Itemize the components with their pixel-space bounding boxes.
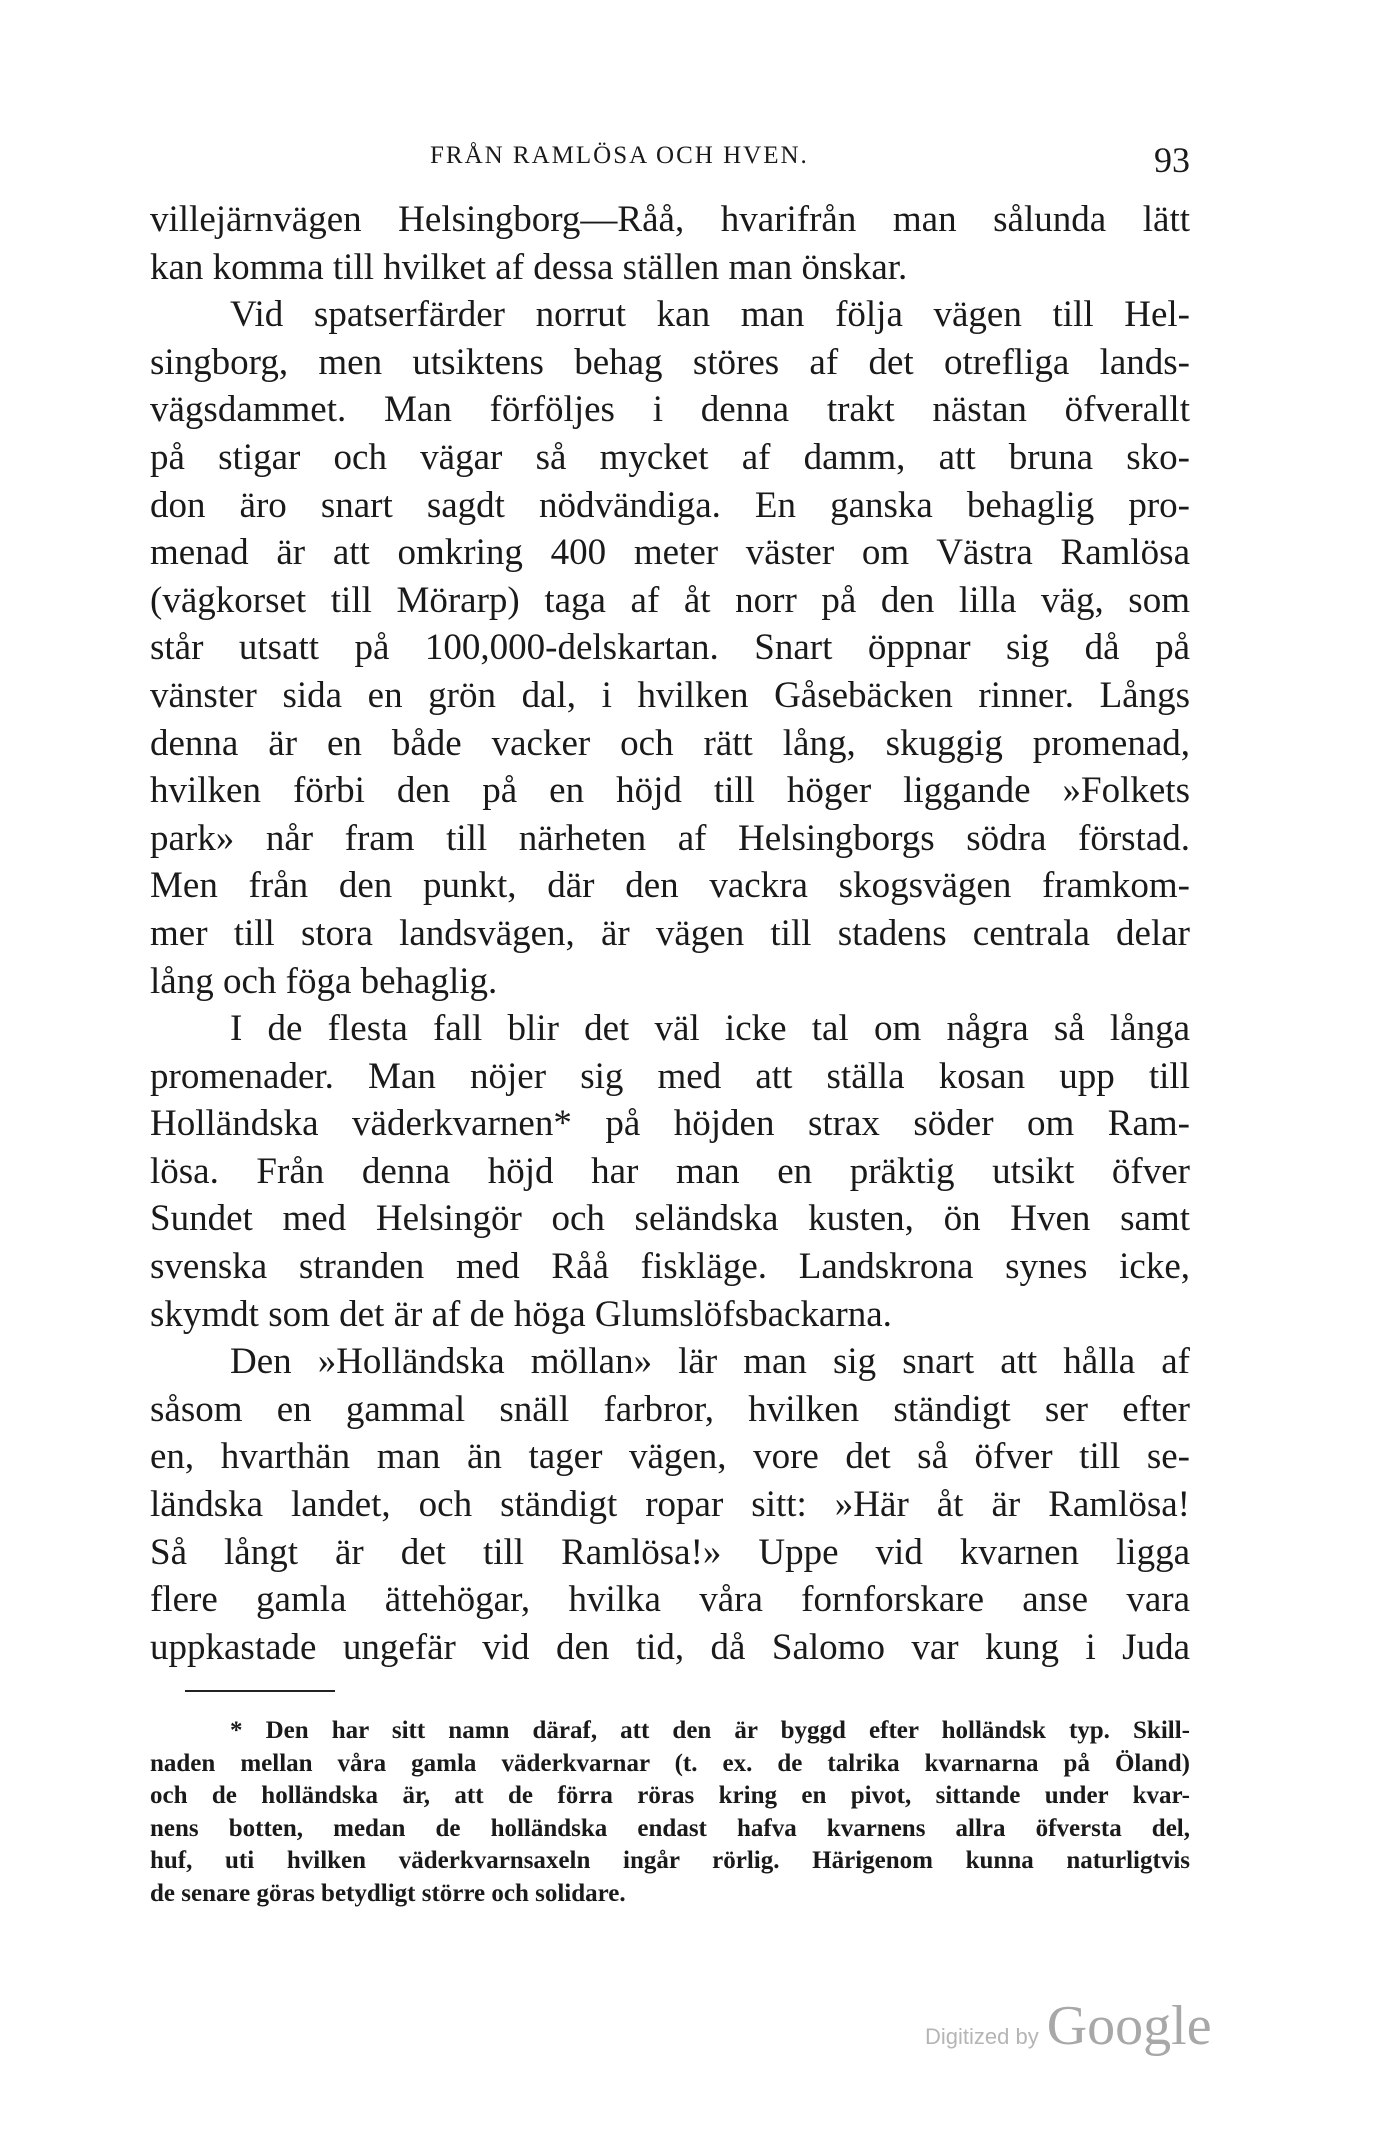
text-line: Så långt är det till Ramlösa!» Uppe vid kvarnen ligga [150,1531,1190,1573]
text-line: park» når fram till närheten af Helsingborgs södra förstad. [150,817,1190,859]
footnote-line: nens botten, medan de holländska endast hafva kvarnens allra öfversta del, [150,1814,1190,1842]
text-line: såsom en gammal snäll farbror, hvilken ständigt ser efter [150,1388,1190,1430]
running-head [0,136,1400,180]
digitized-by-label: Digitized by [925,2024,1039,2049]
text-line: I de flesta fall blir det väl icke tal om några så långa [230,1008,1190,1050]
text-line: svenska stranden med Råå fiskläge. Landskrona synes icke, [150,1246,1190,1288]
running-title: FRÅN RAMLÖSA OCH HVEN. [430,142,809,169]
text-line: kan komma till hvilket af dessa ställen man önskar. [150,246,908,288]
footnote-line: och de holländska är, att de förra röras kring en pivot, sittande under kvar- [150,1782,1190,1810]
text-line: vänster sida en grön dal, i hvilken Gåsebäcken rinner. Långs [150,674,1190,716]
google-logo: Google [1046,1995,1212,2057]
text-line: på stigar och vägar så mycket af damm, att bruna sko- [150,436,1190,478]
text-line: skymdt som det är af de höga Glumslöfsbackarna. [150,1293,892,1335]
footnote-divider [185,1690,335,1692]
text-line: singborg, men utsiktens behag störes af det otrefliga lands- [150,341,1190,383]
text-line: en, hvarthän man än tager vägen, vore det så öfver till se- [150,1436,1190,1478]
text-line: don äro snart sagdt nödvändiga. En ganska behaglig pro- [150,484,1190,526]
footnote-line: huf, uti hvilken väderkvarnsaxeln ingår rörlig. Härigenom kunna naturligtvis [150,1847,1190,1875]
text-line: lång och föga behaglig. [150,960,498,1002]
text-line: menad är att omkring 400 meter väster om Västra Ramlösa [150,532,1190,574]
text-line: Holländska väderkvarnen* på höjden strax söder om Ram- [150,1103,1190,1145]
text-line: (vägkorset till Mörarp) taga af åt norr på den lilla väg, som [150,579,1190,621]
footnote-line: naden mellan våra gamla väderkvarnar (t. ex. de talrika kvarnarna på Öland) [150,1749,1190,1777]
text-line: Vid spatserfärder norrut kan man följa vägen till Hel- [230,294,1190,336]
text-line: hvilken förbi den på en höjd till höger liggande »Folkets [150,770,1190,812]
footnote-line: de senare göras betydligt större och solidare. [150,1879,626,1907]
digitization-watermark [925,1994,1212,2057]
text-line: mer till stora landsvägen, är vägen till stadens centrala delar [150,912,1190,954]
text-line: lösa. Från denna höjd har man en präktig utsikt öfver [150,1150,1190,1192]
text-line: flere gamla ättehögar, hvilka våra fornforskare anse vara [150,1579,1190,1621]
text-line: Men från den punkt, där den vackra skogsvägen framkom- [150,865,1190,907]
footnote [150,1715,1190,1911]
text-line: villejärnvägen Helsingborg—Råå, hvarifrån man sålunda lätt [150,199,1190,240]
text-line: Sundet med Helsingör och seländska kusten, ön Hven samt [150,1198,1190,1240]
footnote-line: * Den har sitt namn däraf, att den är byggd efter holländsk typ. Skill- [230,1717,1190,1744]
text-line: Den »Holländska möllan» lär man sig snart att hålla af [230,1341,1190,1383]
text-line: uppkastade ungefär vid den tid, då Salomo var kung i Juda [150,1626,1190,1668]
page-number: 93 [1154,140,1190,180]
text-line: vägsdammet. Man förföljes i denna trakt nästan öfverallt [150,389,1190,431]
text-line: promenader. Man nöjer sig med att ställa kosan upp till [150,1055,1190,1097]
text-line: denna är en både vacker och rätt lång, skuggig promenad, [150,722,1190,764]
text-line: står utsatt på 100,000-delskartan. Snart öppnar sig då på [150,627,1190,669]
body-text [150,196,1190,1671]
text-line: ländska landet, och ständigt ropar sitt: »Här åt är Ramlösa! [150,1484,1190,1526]
